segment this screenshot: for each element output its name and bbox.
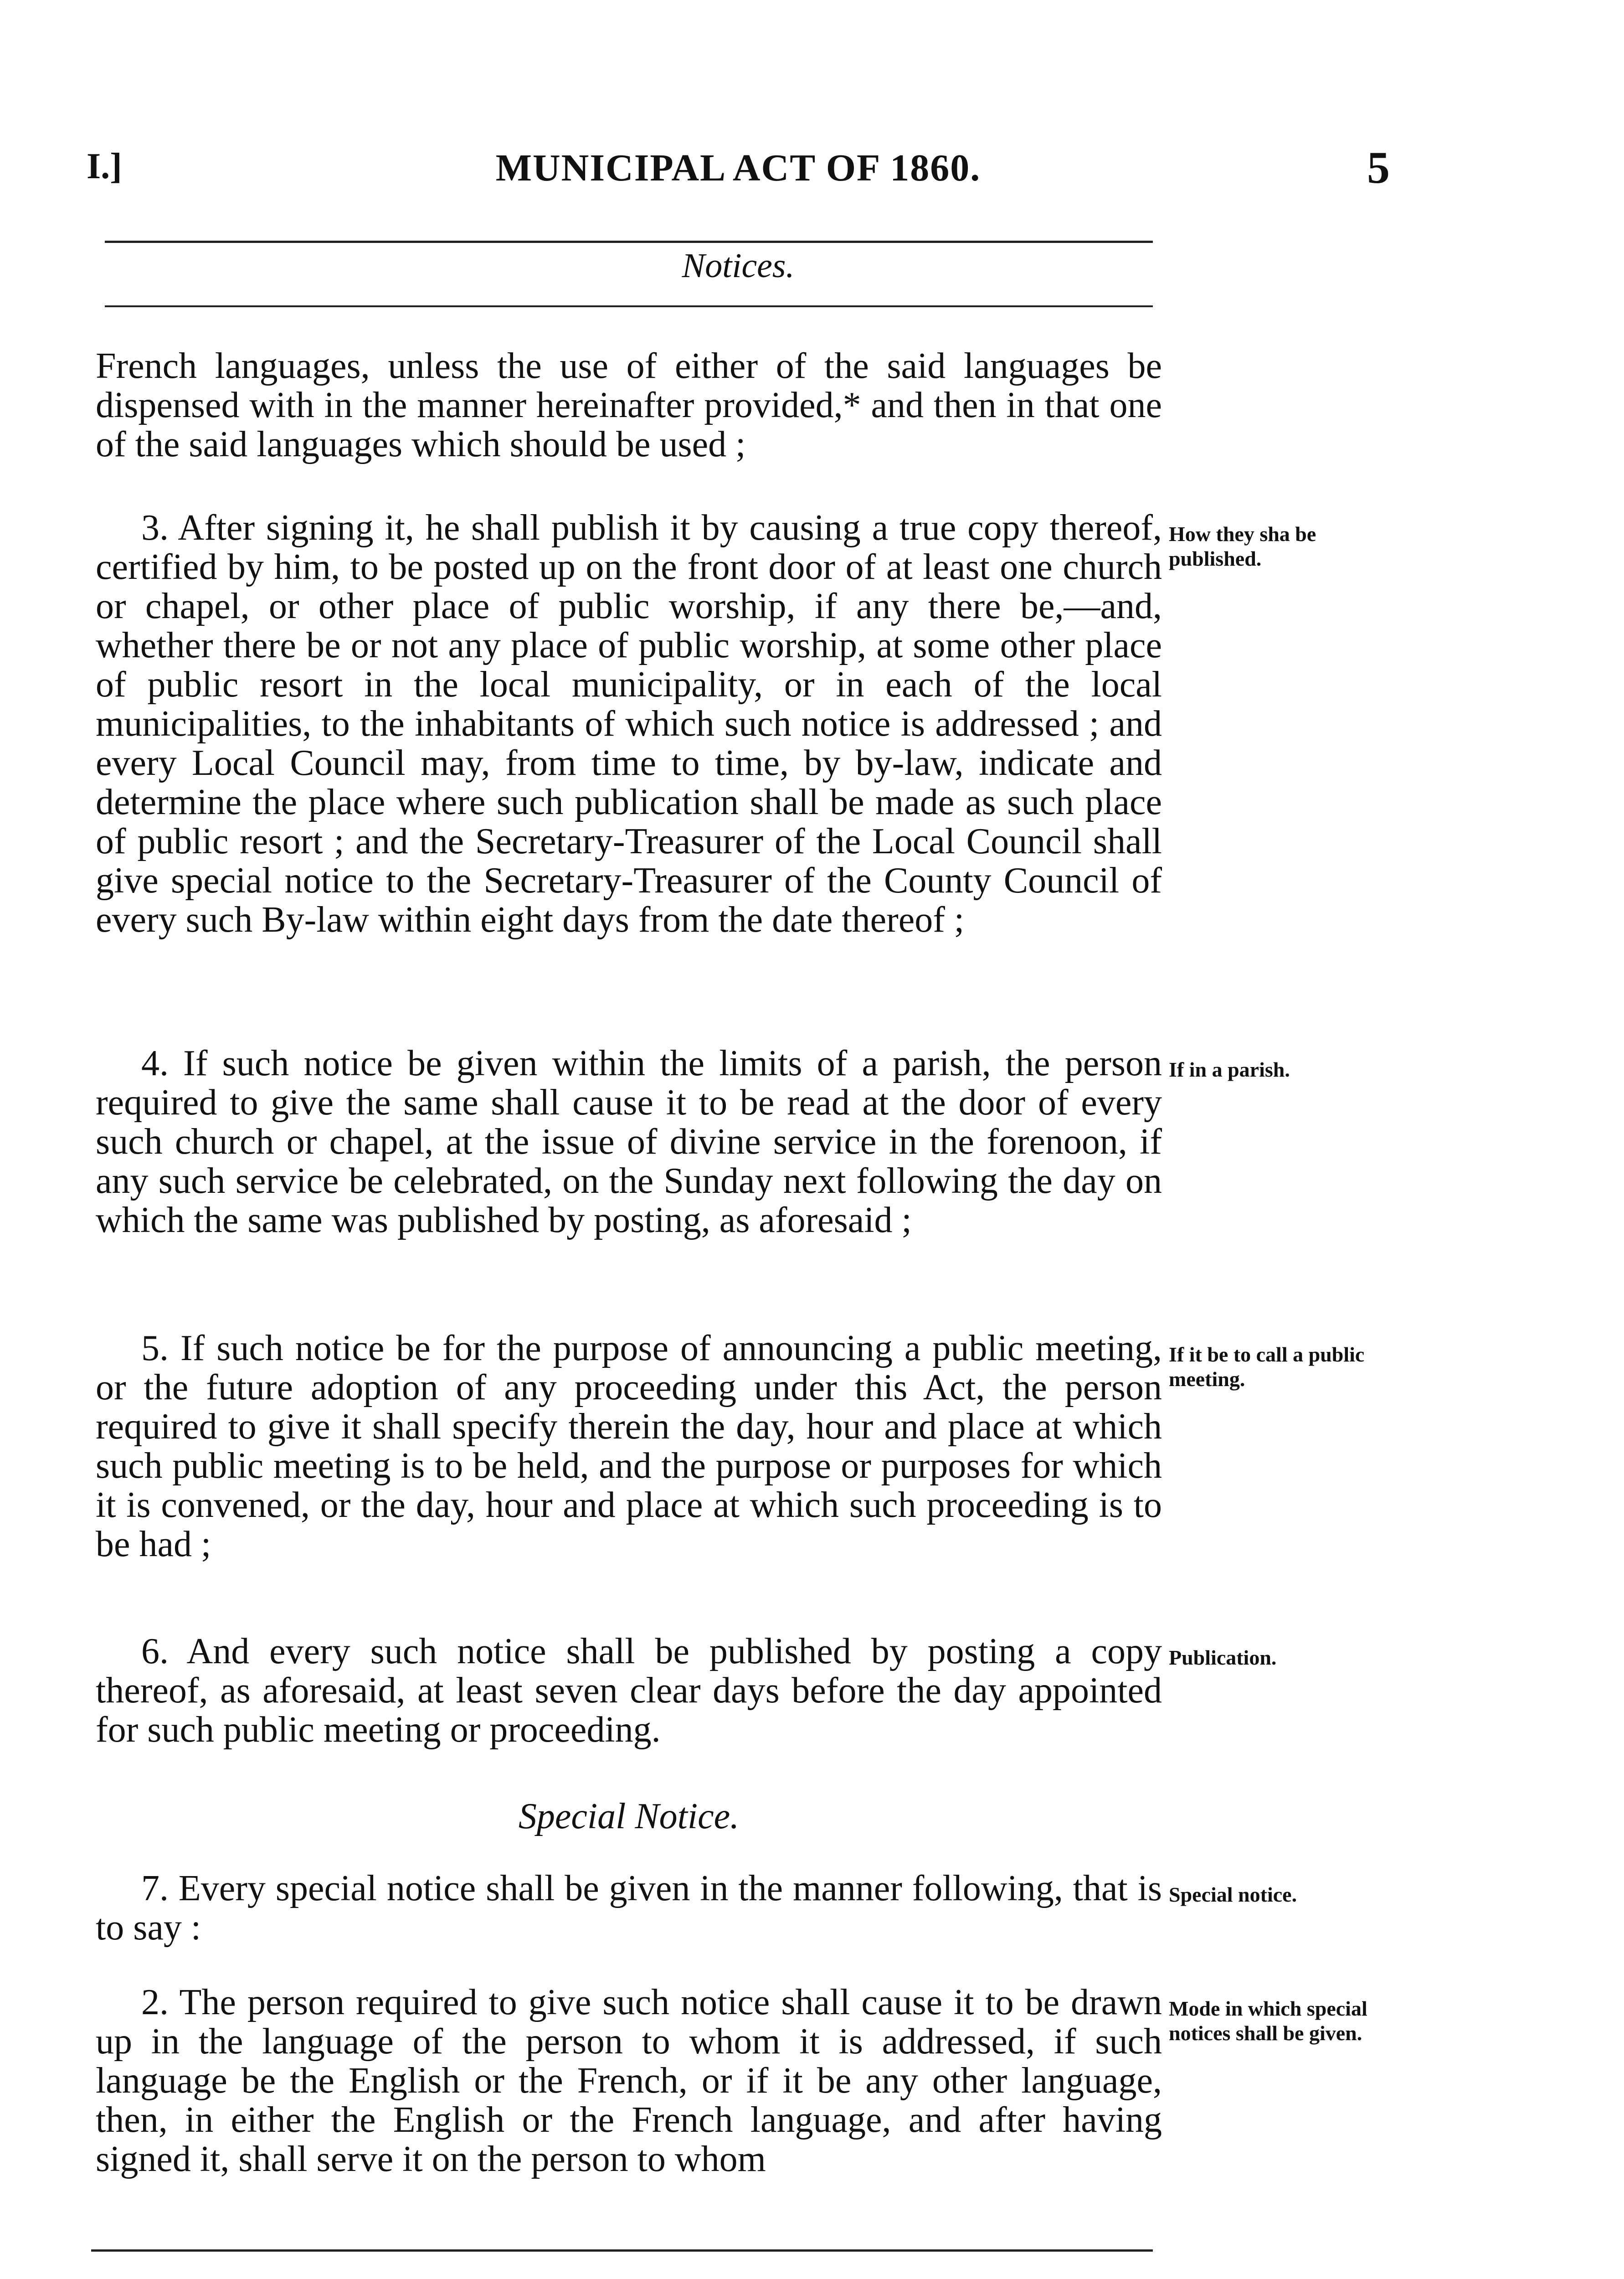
- paragraph-text: French languages, unless the use of either of the said languages be dispensed with in the manner hereinafter provided,* and then in that one of the said languages which should be used ;: [96, 346, 1162, 464]
- paragraph-4: [96, 1044, 1162, 1240]
- paragraph-text: 3. After signing it, he shall publish it by causing a true copy thereof, certified by him, to be posted up on the front door of at least one church or chapel, or other place of public worship, if any there be,—and, whether there be or not any place of public worship, at some other place of public resort in the local municipality, or in each of the local municipalities, to the inhabitants of which such notice is addressed ; and every Local Council may, from time to time, by by-law, indicate and determine the place where such publication shall be made as such place of public resort ; and the Secretary-Treasurer of the Local Council shall give special notice to the Secretary-Treasurer of the County Council of every such By-law within eight days from the date thereof ;: [96, 508, 1162, 940]
- page-number: 5: [1367, 142, 1390, 193]
- paragraph-continuation: [96, 346, 1162, 464]
- paragraph-text: 2. The person required to give such notice shall cause it to be drawn up in the language of the person to whom it is addressed, if such language be the English or the French, or if it be any other language, then, in either the English or the French language, and after having signed it, shall serve it on the person to whom: [96, 1982, 1162, 2179]
- section-rule: [105, 305, 1153, 307]
- header-rule: [105, 241, 1153, 243]
- paragraph-text: 4. If such notice be given within the limits of a parish, the person required to give the same shall cause it to be read at the door of every such church or chapel, at the issue of divine service in the forenoon, if any such service be celebrated, on the Sunday next following the day on which the same was published by posting, as aforesaid ;: [96, 1043, 1162, 1240]
- paragraph-7: [96, 1869, 1162, 1947]
- page-header: [87, 141, 1390, 210]
- paragraph-text: 6. And every such notice shall be published by posting a copy thereof, as aforesaid, at least seven clear days before the day appointed for such public meeting or proceeding.: [96, 1631, 1162, 1750]
- paragraph-6: [96, 1632, 1162, 1749]
- margin-note-mode-of-service: Mode in which special notices shall be given.: [1169, 1997, 1367, 2045]
- paragraph-text: 7. Every special notice shall be given in the manner following, that is to say :: [96, 1868, 1162, 1948]
- footnote-rule: [91, 2249, 1153, 2252]
- running-head-title: MUNICIPAL ACT OF 1860.: [495, 147, 981, 189]
- margin-note-public-meeting: If it be to call a public meeting.: [1169, 1343, 1365, 1391]
- margin-note-special-notice: Special notice.: [1169, 1883, 1297, 1906]
- chapter-marker: I.]: [87, 146, 122, 186]
- margin-note-publication: Publication.: [1169, 1646, 1277, 1669]
- margin-note-parish: If in a parish.: [1169, 1058, 1290, 1081]
- paragraph-3: [96, 508, 1162, 939]
- margin-note-publication-method: How they sha be published.: [1169, 522, 1316, 570]
- section-title: Notices.: [682, 247, 795, 285]
- paragraph-5: [96, 1329, 1162, 1564]
- paragraph-7-2: [96, 1983, 1162, 2179]
- paragraph-text: 5. If such notice be for the purpose of announcing a public meeting, or the future adoption of any proceeding under this Act, the person required to give it shall specify therein the day, hour and place at which such public meeting is to be held, and the purpose or purposes for which it is convened, or the day, hour and place at which such proceeding is to be had ;: [96, 1328, 1162, 1564]
- special-notice-heading: Special Notice.: [518, 1796, 740, 1836]
